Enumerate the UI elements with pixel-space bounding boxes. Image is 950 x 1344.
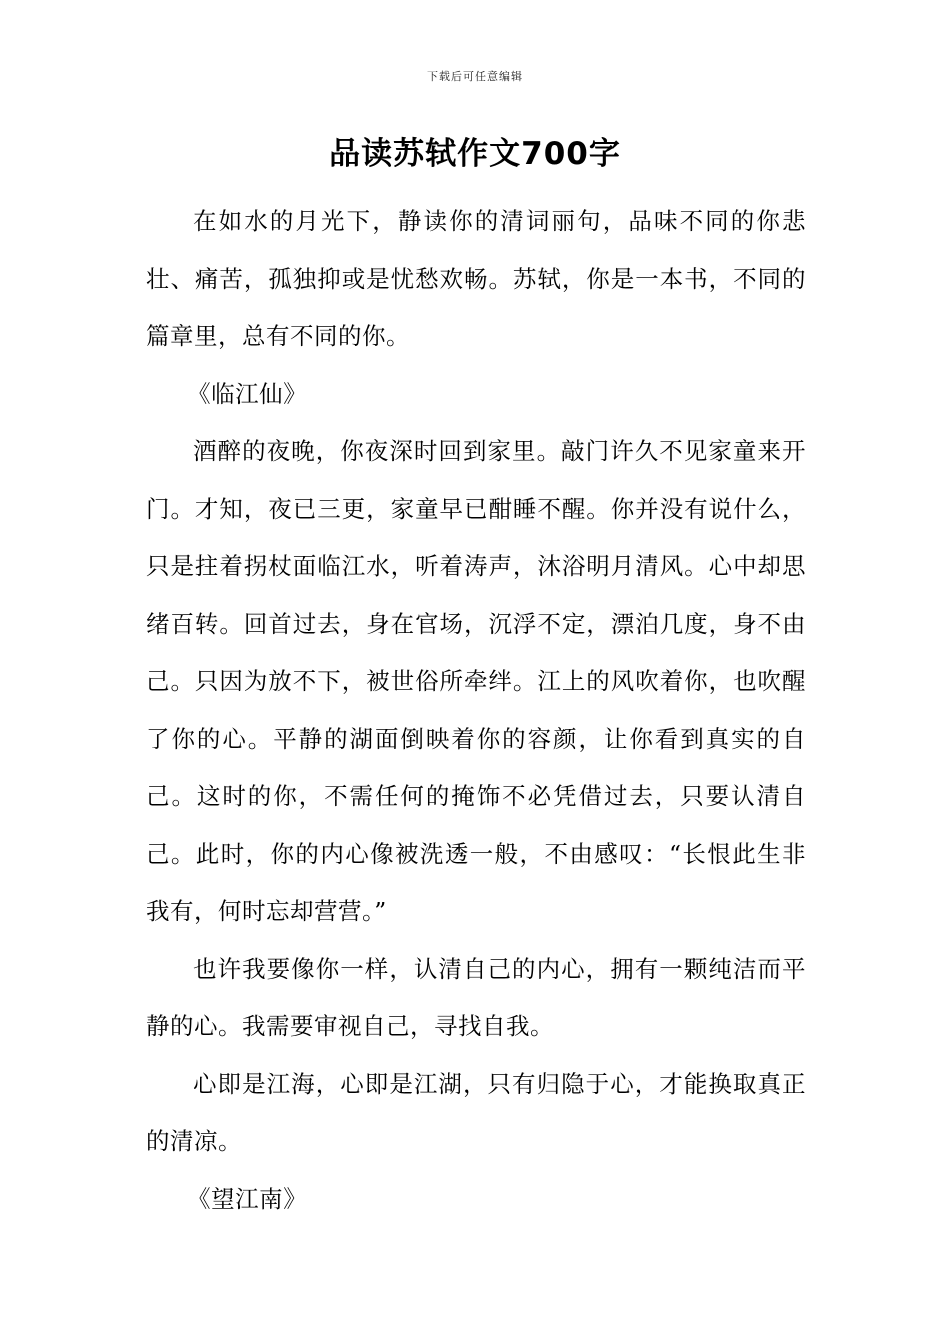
paragraph-linjiangxian: 酒醉的夜晚，你夜深时回到家里。敲门许久不见家童来开门。才知，夜已三更，家童早已酣睡不醒。你并没有说什么，只是拄着拐杖面临江水，听着涛声，沐浴明月清风。心中却思绪百转。回首过去，身在官场，沉浮不定，漂泊几度，身不由己。只因为放不下，被世俗所牵绊。江上的风吹着你，也吹醒了你的心。平静的湖面倒映着你的容颜，让你看到真实的自己。这时的你，不需任何的掩饰不必凭借过去，只要认清自己。此时，你的内心像被洗透一般，不由感叹：“长恨此生非我有，何时忘却营营。” bbox=[146, 437, 806, 925]
paragraph-intro: 在如水的月光下，静读你的清词丽句，品味不同的你悲壮、痛苦，孤独抑或是忧愁欢畅。苏轼，你是一本书，不同的篇章里，总有不同的你。 bbox=[146, 207, 806, 350]
document-title: 品读苏轼作文700字 bbox=[329, 136, 621, 172]
paragraph-heart: 心即是江海，心即是江湖，只有归隐于心，才能换取真正的清凉。 bbox=[146, 1069, 806, 1155]
document-body bbox=[146, 193, 806, 1228]
section-heading-linjiangxian: 《临江仙》 bbox=[187, 379, 308, 408]
section-heading-wangjiangnan: 《望江南》 bbox=[187, 1184, 308, 1213]
header-note: 下载后可任意编辑 bbox=[427, 70, 523, 83]
paragraph-reflection: 也许我要像你一样，认清自己的内心，拥有一颗纯洁而平静的心。我需要审视自己，寻找自我。 bbox=[146, 954, 806, 1040]
